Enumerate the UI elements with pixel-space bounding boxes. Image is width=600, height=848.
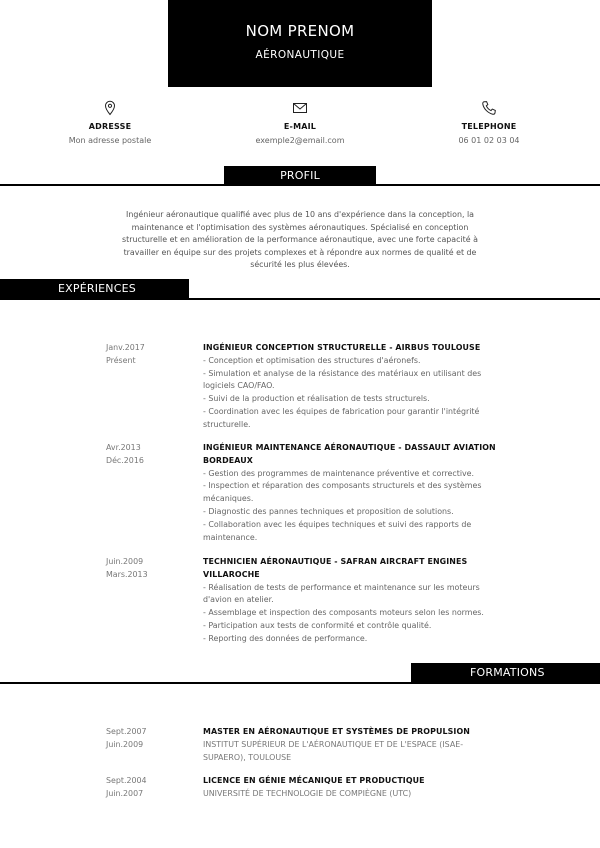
formation-dates bbox=[106, 726, 196, 752]
section-heading-profile bbox=[224, 166, 376, 185]
experience-content bbox=[203, 442, 498, 544]
experience-content bbox=[203, 556, 498, 646]
experience-task: - Inspection et réparation des composants structurels et des systèmes mécaniques. bbox=[203, 481, 482, 504]
end-date: Juin.2007 bbox=[106, 788, 144, 798]
contact-address-label: ADRESSE bbox=[88, 122, 132, 131]
contact-phone bbox=[409, 100, 569, 145]
contact-email bbox=[220, 100, 380, 145]
experience-task: - Suivi de la production et réalisation de tests structurels. bbox=[203, 394, 430, 404]
section-divider bbox=[0, 682, 600, 684]
experience-task: - Coordination avec les équipes de fabrication pour garantir l'intégrité structurelle. bbox=[203, 406, 480, 429]
section-divider bbox=[0, 298, 600, 300]
section-divider bbox=[0, 184, 600, 186]
experience-task: - Gestion des programmes de maintenance préventive et corrective. bbox=[203, 468, 475, 478]
experience-role: INGÉNIEUR CONCEPTION STRUCTURELLE - AIRBUS TOULOUSE bbox=[203, 343, 481, 352]
contact-address bbox=[30, 100, 190, 145]
phone-icon bbox=[481, 100, 497, 116]
experience-task: - Assemblage et inspection des composants moteurs selon les normes. bbox=[203, 608, 484, 618]
start-date: Janv.2017 bbox=[106, 343, 145, 352]
experience-dates bbox=[106, 442, 196, 468]
start-date: Avr.2013 bbox=[106, 443, 141, 452]
start-date: Sept.2004 bbox=[106, 776, 147, 785]
formation-content bbox=[203, 775, 498, 801]
experience-task: - Participation aux tests de conformité et contrôle qualité. bbox=[203, 620, 432, 630]
section-heading-profile-label: PROFIL bbox=[280, 169, 320, 182]
section-heading-formations bbox=[411, 663, 600, 683]
experience-content bbox=[203, 342, 498, 432]
section-heading-formations-label: FORMATIONS bbox=[470, 666, 545, 679]
end-date: Déc.2016 bbox=[106, 455, 144, 465]
experience-dates bbox=[106, 556, 196, 582]
location-pin-icon bbox=[102, 100, 118, 116]
formation-degree: MASTER EN AÉRONAUTIQUE ET SYSTÈMES DE PROPULSION bbox=[203, 727, 470, 736]
formation-degree: LICENCE EN GÉNIE MÉCANIQUE ET PRODUCTIQUE bbox=[203, 776, 425, 785]
experience-task: - Réalisation de tests de performance et maintenance sur les moteurs d'avion en atelier. bbox=[203, 582, 480, 605]
section-heading-experiences bbox=[0, 279, 189, 299]
formation-dates bbox=[106, 775, 196, 801]
header-banner bbox=[168, 0, 432, 87]
profile-summary: Ingénieur aéronautique qualifié avec plus de 10 ans d'expérience dans la conception, la maintenance et l'optimisation des systèmes aéronautiques. Spécialisé en conception structurelle et en amélioration de la performance aéronautique, avec une forte capacité à travailler en équipe sur des projets complexes et à répondre aux normes de qualité et de sécurité les plus élevées. bbox=[122, 210, 478, 270]
contact-email-value[interactable]: exemple2@email.com bbox=[255, 136, 345, 145]
contact-email-label: E-MAIL bbox=[283, 122, 317, 131]
job-title: AÉRONAUTIQUE bbox=[255, 49, 345, 61]
envelope-icon bbox=[292, 100, 308, 116]
contact-phone-value: 06 01 02 03 04 bbox=[458, 136, 520, 145]
end-date: Présent bbox=[106, 355, 136, 365]
end-date: Mars.2013 bbox=[106, 569, 148, 579]
experience-dates bbox=[106, 342, 196, 368]
experience-task: - Diagnostic des pannes techniques et proposition de solutions. bbox=[203, 506, 454, 516]
start-date: Juin.2009 bbox=[106, 557, 144, 566]
formation-school: INSTITUT SUPÉRIEUR DE L'AÉRONAUTIQUE ET DE L'ESPACE (ISAE-SUPAERO), TOULOUSE bbox=[203, 739, 464, 762]
experience-task: - Collaboration avec les équipes techniques et suivi des rapports de maintenance. bbox=[203, 519, 472, 542]
formation-content bbox=[203, 726, 498, 764]
experience-task: - Simulation et analyse de la résistance des matériaux en utilisant des logiciels CAO/FAO. bbox=[203, 368, 482, 391]
formation-school: UNIVERSITÉ DE TECHNOLOGIE DE COMPIÈGNE (UTC) bbox=[203, 788, 412, 798]
section-heading-experiences-label: EXPÉRIENCES bbox=[58, 282, 136, 295]
candidate-name: NOM PRENOM bbox=[245, 22, 355, 40]
experience-role: INGÉNIEUR MAINTENANCE AÉRONAUTIQUE - DASSAULT AVIATION BORDEAUX bbox=[203, 443, 496, 465]
contact-phone-label: TELEPHONE bbox=[461, 122, 517, 131]
experience-task: - Reporting des données de performance. bbox=[203, 633, 368, 643]
experience-task: - Conception et optimisation des structures d'aéronefs. bbox=[203, 355, 421, 365]
start-date: Sept.2007 bbox=[106, 727, 147, 736]
contact-address-value: Mon adresse postale bbox=[68, 136, 152, 145]
end-date: Juin.2009 bbox=[106, 739, 144, 749]
experience-role: TECHNICIEN AÉRONAUTIQUE - SAFRAN AIRCRAFT ENGINES VILLAROCHE bbox=[203, 557, 468, 579]
